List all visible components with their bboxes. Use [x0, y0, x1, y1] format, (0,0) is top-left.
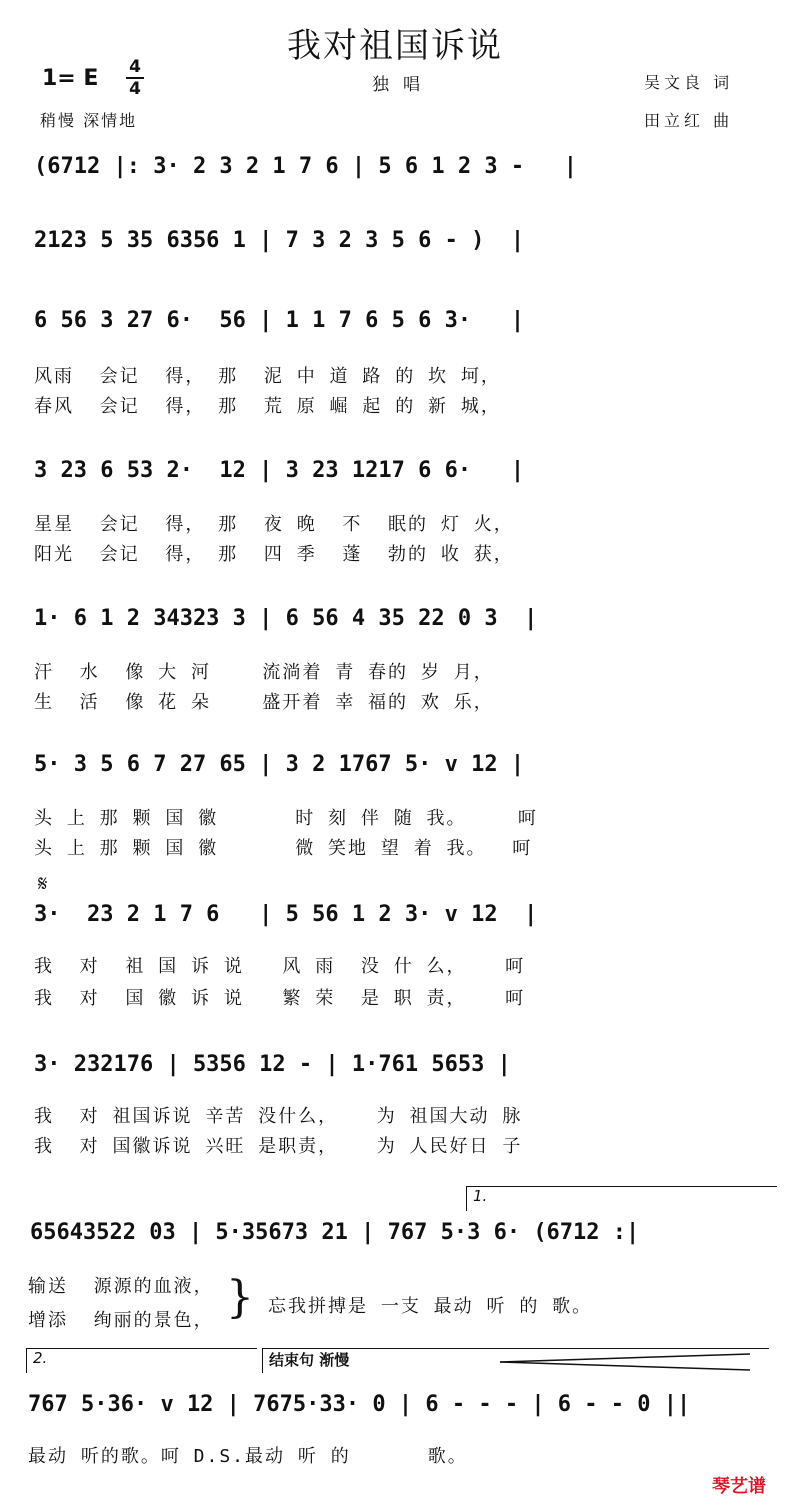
lyric-shared-line: 忘我拼搏是 一支 最动 听 的 歌。: [268, 1296, 593, 1317]
lyric-verse-2: 阳光 会记 得， 那 四 季 蓬 勃的 收 获，: [34, 544, 514, 565]
first-ending-bracket: [466, 1186, 777, 1211]
lyric-verse-2: 增添 绚丽的景色，: [28, 1310, 214, 1331]
lyric-verse-1: 星星 会记 得， 那 夜 晚 不 眠的 灯 火，: [34, 514, 514, 535]
lyric-verse-1: 头 上 那 颗 国 徽 时 刻 伴 随 我。 呵: [34, 808, 538, 829]
notation-line: (6712 |: 3· 2 3 2 1 7 6 | 5 6 1 2 3 - |: [34, 154, 578, 179]
time-signature-top: 4: [129, 57, 141, 77]
lyric-verse-2: 春风 会记 得， 那 荒 原 崛 起 的 新 城，: [34, 396, 501, 417]
notation-line: 6 56 3 27 6· 56 | 1 1 7 6 5 6 3· |: [34, 308, 525, 333]
decrescendo-hairpin: [500, 1350, 760, 1374]
first-ending-label: 1.: [473, 1187, 488, 1205]
lyric-verse-2: 头 上 那 颗 国 徽 微 笑地 望 着 我。 呵: [34, 838, 533, 859]
lyricist-credit: 吴文良 词: [644, 73, 734, 92]
tempo-marking: 稍慢 深情地: [40, 111, 138, 130]
lyric-verse-1: 我 对 祖国诉说 辛苦 没什么， 为 祖国大动 脉: [34, 1106, 523, 1127]
time-signature: [126, 58, 144, 98]
second-ending-label: 2.: [33, 1349, 48, 1367]
lyric-verse-1: 输送 源源的血液，: [28, 1276, 214, 1297]
lyric-verse-2: 生 活 像 花 朵 盛开着 幸 福的 欢 乐，: [34, 692, 494, 713]
lyric-verse-1: 最动 听的歌。呵 D.S.最动 听 的 歌。: [28, 1446, 468, 1467]
performance-type: 独唱: [372, 75, 434, 95]
lyric-verse-1: 风雨 会记 得， 那 泥 中 道 路 的 坎 坷，: [34, 366, 501, 387]
site-watermark: 琴艺谱: [712, 1476, 766, 1497]
page-title: 我对祖国诉说: [287, 26, 503, 66]
second-ending-bracket: [26, 1348, 257, 1373]
lyric-verse-2: 我 对 国徽诉说 兴旺 是职责， 为 人民好日 子: [34, 1136, 523, 1157]
composer-credit: 田立红 曲: [644, 111, 734, 130]
notation-line: 767 5·36· v 12 | 7675·33· 0 | 6 - - - | 6 - - 0 ||: [28, 1392, 691, 1417]
lyric-verse-1: 汗 水 像 大 河 流淌着 青 春的 岁 月，: [34, 662, 494, 683]
key-signature: 1= E: [42, 66, 99, 91]
time-signature-bottom: 4: [129, 79, 141, 99]
lyric-brace: }: [226, 1272, 254, 1323]
notation-line: 2123 5 35 6356 1 | 7 3 2 3 5 6 - ) |: [34, 228, 525, 253]
notation-line: 3· 232176 | 5356 12 - | 1·761 5653 |: [34, 1052, 511, 1077]
segno-sign: 𝄋: [38, 872, 48, 897]
notation-line: 1· 6 1 2 34323 3 | 6 56 4 35 22 0 3 |: [34, 606, 538, 631]
ending-label: 结束句 渐慢: [269, 1351, 350, 1369]
lyric-verse-2: 我 对 国 徽 诉 说 繁 荣 是 职 责， 呵: [34, 988, 526, 1009]
lyric-verse-1: 我 对 祖 国 诉 说 风 雨 没 什 么， 呵: [34, 956, 526, 977]
notation-line: 3· 23 2 1 7 6 | 5 56 1 2 3· v 12 |: [34, 902, 538, 927]
notation-line: 65643522 03 | 5·35673 21 | 767 5·3 6· (6712 :|: [30, 1220, 640, 1245]
notation-line: 3 23 6 53 2· 12 | 3 23 1217 6 6· |: [34, 458, 525, 483]
notation-line: 5· 3 5 6 7 27 65 | 3 2 1767 5· v 12 |: [34, 752, 525, 777]
